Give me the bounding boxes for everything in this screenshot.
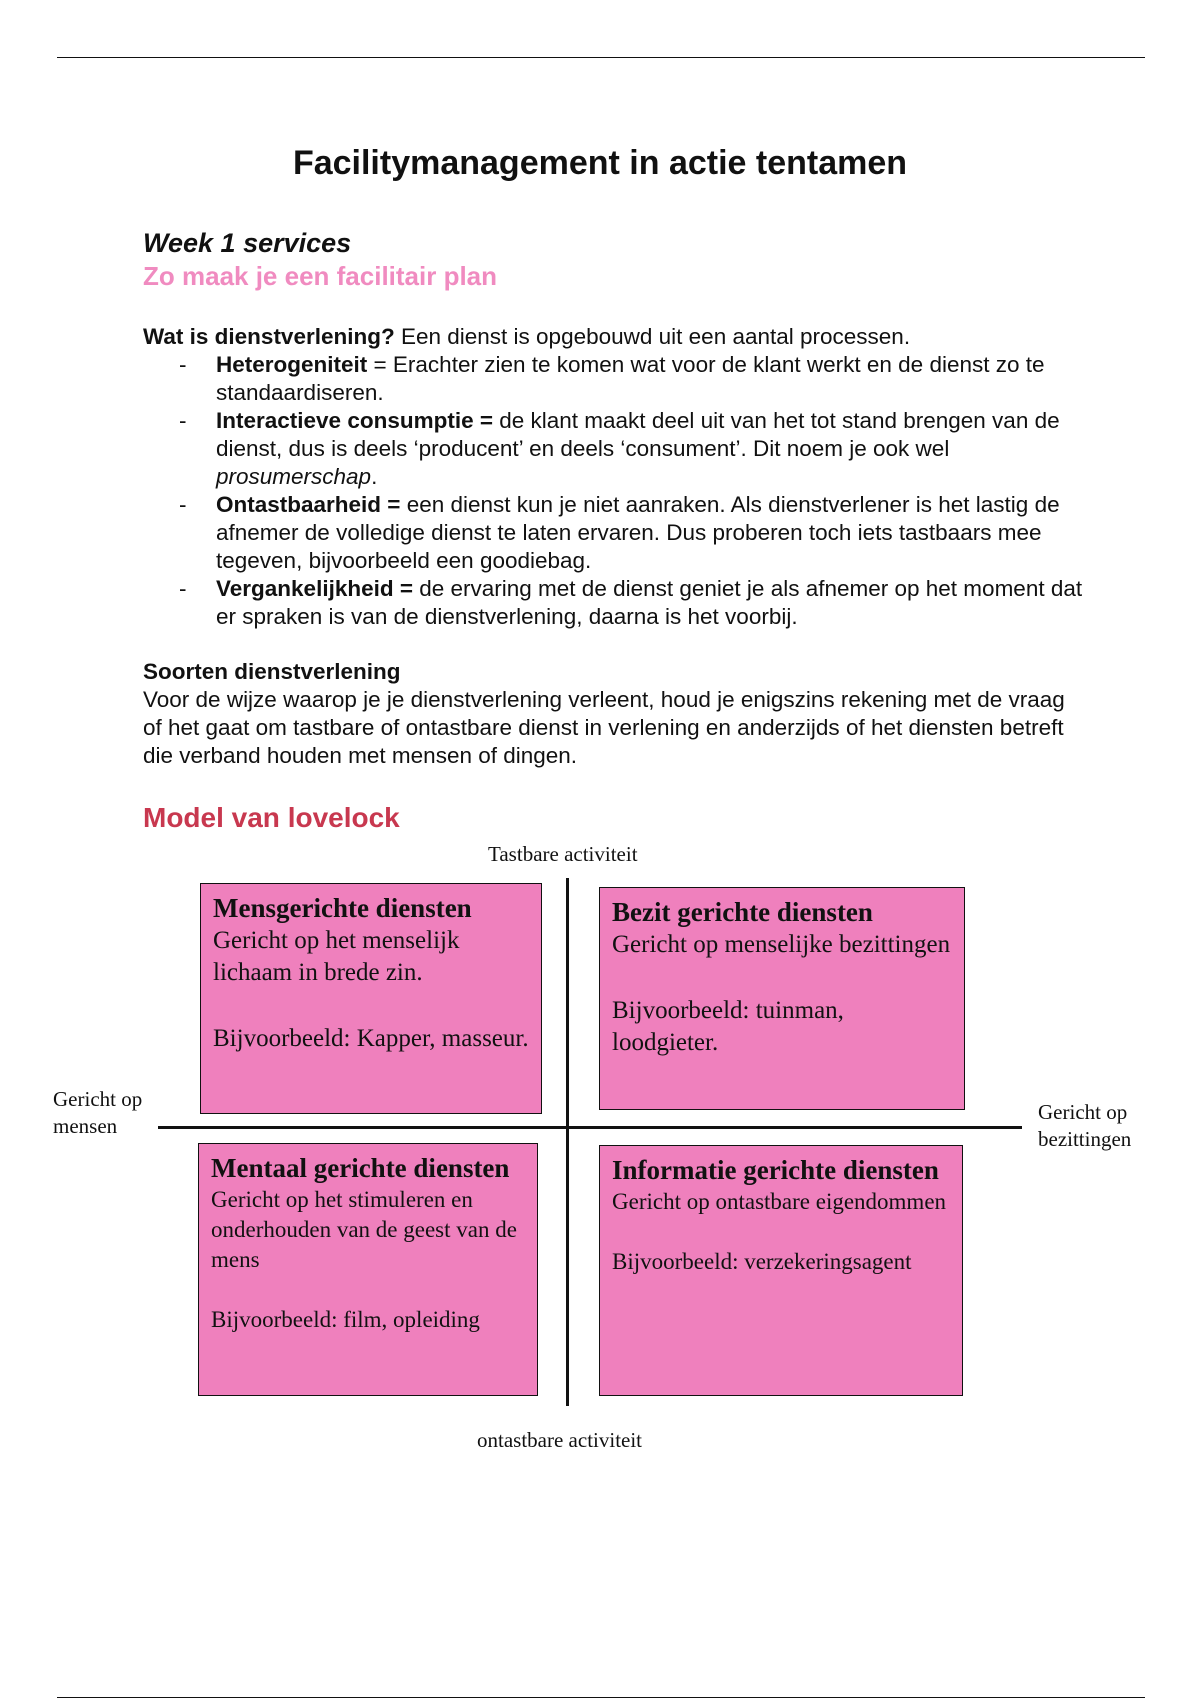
axis-label-right-line: bezittingen [1038,1127,1132,1151]
quadrant-informatie-gerichte-diensten [599,1145,963,1396]
axis-label-bottom: ontastbare activiteit [477,1428,643,1452]
section-heading: Soorten dienstverlening [143,659,401,684]
top-rule [57,57,1145,58]
vertical-axis-line [566,878,569,1406]
quadrant-bezit-gerichte-diensten [599,887,965,1110]
axis-label-right [1038,1099,1131,1153]
quadrant-example: Bijvoorbeeld: film, opleiding [211,1307,480,1332]
intro-question: Wat is dienstverlening? [143,324,395,349]
axis-label-left-line: mensen [53,1114,118,1138]
quadrant-title: Informatie gerichte diensten [612,1155,939,1185]
bullet-text: een dienst kun je niet aanraken. Als dienstverlener is het lastig de afnemer de volledige dienst te laten ervaren. Dus proberen toch iets tastbaars mee tegeven, bijvoorbeeld een goodiebag. [216,492,1060,573]
section-paragraph: Voor de wijze waarop je je dienstverlening verleent, houd je enigszins rekening met de vraag of het gaat om tastbare of ontastbare dienst in verlening en anderzijds of het diensten betreft die verband houden met mensen of dingen. [143,687,1065,768]
bullet-text: de klant maakt deel uit van het tot stand brengen van de dienst, dus is deels ‘producent’ en deels ‘consument’. Dit noem je ook wel [216,408,1060,461]
quadrant-title: Mentaal gerichte diensten [211,1153,510,1183]
quadrant-description: Gericht op het stimuleren en onderhouden van de geest van de mens [211,1187,517,1272]
list-item [143,575,1083,631]
axis-label-left [53,1086,142,1140]
bullet-text: de ervaring met de dienst geniet je als afnemer op het moment dat er spraken is van de dienstverlening, daarna is het voorbij. [216,576,1083,629]
quadrant-description: Gericht op menselijke bezittingen [612,931,951,958]
bullet-term: Ontastbaarheid = [216,492,401,517]
bullet-term: Interactieve consumptie = [216,408,493,433]
quadrant-example: Bijvoorbeeld: tuinman, loodgieter. [612,997,844,1056]
bullet-text: = Erachter zien te komen wat voor de klant werkt en de dienst zo te standaardiseren. [216,352,1045,405]
horizontal-axis-line [158,1126,1022,1129]
quadrant-mensgerichte-diensten [200,883,542,1114]
page-title: Facilitymanagement in actie tentamen [292,144,908,182]
list-item [143,491,1083,575]
week-heading: Week 1 services [143,228,352,258]
quadrant-title: Mensgerichte diensten [213,893,472,923]
bullet-italic-term: prosumerschap [216,464,372,489]
bullet-dash: - [179,352,187,377]
bullet-term: Vergankelijkheid = [216,576,413,601]
quadrant-example: Bijvoorbeeld: verzekeringsagent [612,1249,912,1274]
bullet-dash: - [179,576,187,601]
quadrant-title: Bezit gerichte diensten [612,897,873,927]
bullet-term: Heterogeniteit [216,352,368,377]
axis-label-top: Tastbare activiteit [488,842,638,866]
characteristics-list [143,351,1083,631]
quadrant-example: Bijvoorbeeld: Kapper, masseur. [213,1025,529,1052]
bullet-tail: . [371,464,378,489]
intro-text: Een dienst is opgebouwd uit een aantal processen. [394,324,911,349]
axis-label-left-line: Gericht op [53,1087,143,1111]
list-item [143,407,1083,491]
model-heading: Model van lovelock [143,802,400,833]
quadrant-description: Gericht op ontastbare eigendommen [612,1189,947,1214]
intro-paragraph [143,323,1083,351]
bullet-dash: - [179,492,187,517]
section-subtitle: Zo maak je een facilitair plan [143,261,498,291]
quadrant-description: Gericht op het menselijk lichaam in brede zin. [213,927,460,986]
axis-label-right-line: Gericht op [1038,1100,1128,1124]
quadrant-mentaal-gerichte-diensten [198,1143,538,1396]
bullet-dash: - [179,408,187,433]
list-item [143,351,1083,407]
bottom-rule [57,1697,1145,1698]
